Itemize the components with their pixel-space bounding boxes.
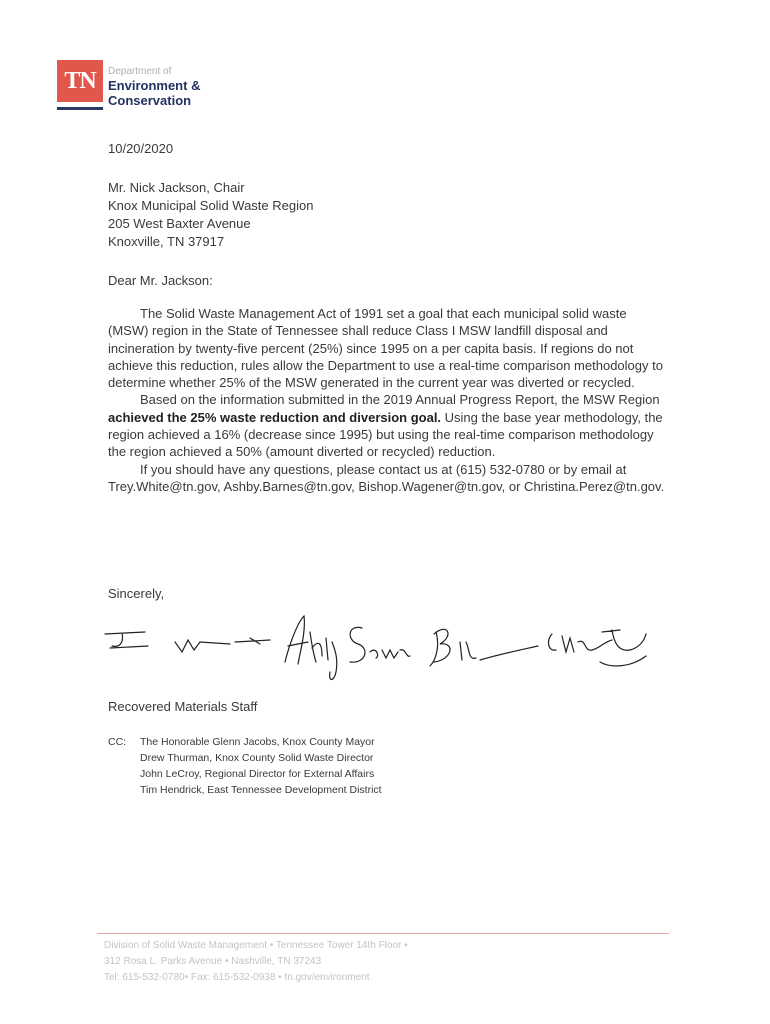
recipient-street: 205 West Baxter Avenue <box>108 216 251 231</box>
signatures <box>100 612 680 692</box>
cc-item: John LeCroy, Regional Director for External Affairs <box>140 768 375 780</box>
recipient-org: Knox Municipal Solid Waste Region <box>108 198 314 213</box>
footer-divider <box>97 933 669 934</box>
signature-4 <box>549 630 646 666</box>
paragraph-1: The Solid Waste Management Act of 1991 set a goal that each municipal solid waste (MSW) region in the State of Tennessee shall reduce Class I MSW landfill disposal and incineration by twenty-five percent (25%) since 1995 on a per capita basis. If regions do not achieve this reduction, rules allow the Department to use a real-time comparison methodology to determine whether 25% of the MSW generated in the current year was diverted or recycled. <box>108 306 663 391</box>
logo-line-1: Environment & <box>108 78 201 93</box>
signature-2 <box>285 616 410 680</box>
paragraph-2-bold: achieved the 25% waste reduction and diversion goal. <box>108 409 442 425</box>
cc-item: Tim Hendrick, East Tennessee Development District <box>140 784 382 796</box>
cc-item: The Honorable Glenn Jacobs, Knox County Mayor <box>140 736 375 748</box>
cc-label: CC: <box>108 736 127 748</box>
footer-line-2: 312 Rosa L. Parks Avenue • Nashville, TN 37243 <box>104 956 322 967</box>
logo-dept: Department of <box>108 66 172 77</box>
cc-item: Drew Thurman, Knox County Solid Waste Director <box>140 752 374 764</box>
paragraph-2-end: Using the base year methodology, the region achieved a 16% (decrease since 1995) but using the real-time comparison methodology the region achieved a 50% (amount diverted or recycled) reduction. <box>108 409 663 460</box>
signature-3 <box>430 629 538 666</box>
paragraph-2 <box>108 391 668 460</box>
signature-1 <box>105 632 270 652</box>
footer-line-3: Tel: 615-532-0780• Fax: 615-532-0938 • tn.gov/environment <box>104 972 370 983</box>
letter-date: 10/20/2020 <box>108 141 174 156</box>
logo-text <box>108 66 278 108</box>
cc-names <box>140 734 382 798</box>
paragraph-2-start: Based on the information submitted in the 2019 Annual Progress Report, the MSW Region <box>140 392 660 408</box>
logo-underline <box>57 107 103 110</box>
logo-line-2: Conservation <box>108 93 192 108</box>
letter-body <box>108 305 668 495</box>
staff-signature-line: Recovered Materials Staff <box>108 699 258 714</box>
closing: Sincerely, <box>108 586 165 601</box>
paragraph-3: If you should have any questions, please contact us at (615) 532-0780 or by email at Trey.White@tn.gov, Ashby.Barnes@tn.gov, Bishop.Wagener@tn.gov, or Christina.Perez@tn.gov. <box>108 461 665 494</box>
footer-line-1: Division of Solid Waste Management • Tennessee Tower 14th Floor • <box>104 940 408 951</box>
footer <box>104 938 408 986</box>
cc-list <box>108 734 382 798</box>
recipient-city: Knoxville, TN 37917 <box>108 234 225 249</box>
salutation: Dear Mr. Jackson: <box>108 273 213 288</box>
tn-logo-badge: TN <box>57 60 103 102</box>
recipient-name: Mr. Nick Jackson, Chair <box>108 180 245 195</box>
recipient-address <box>108 179 313 251</box>
